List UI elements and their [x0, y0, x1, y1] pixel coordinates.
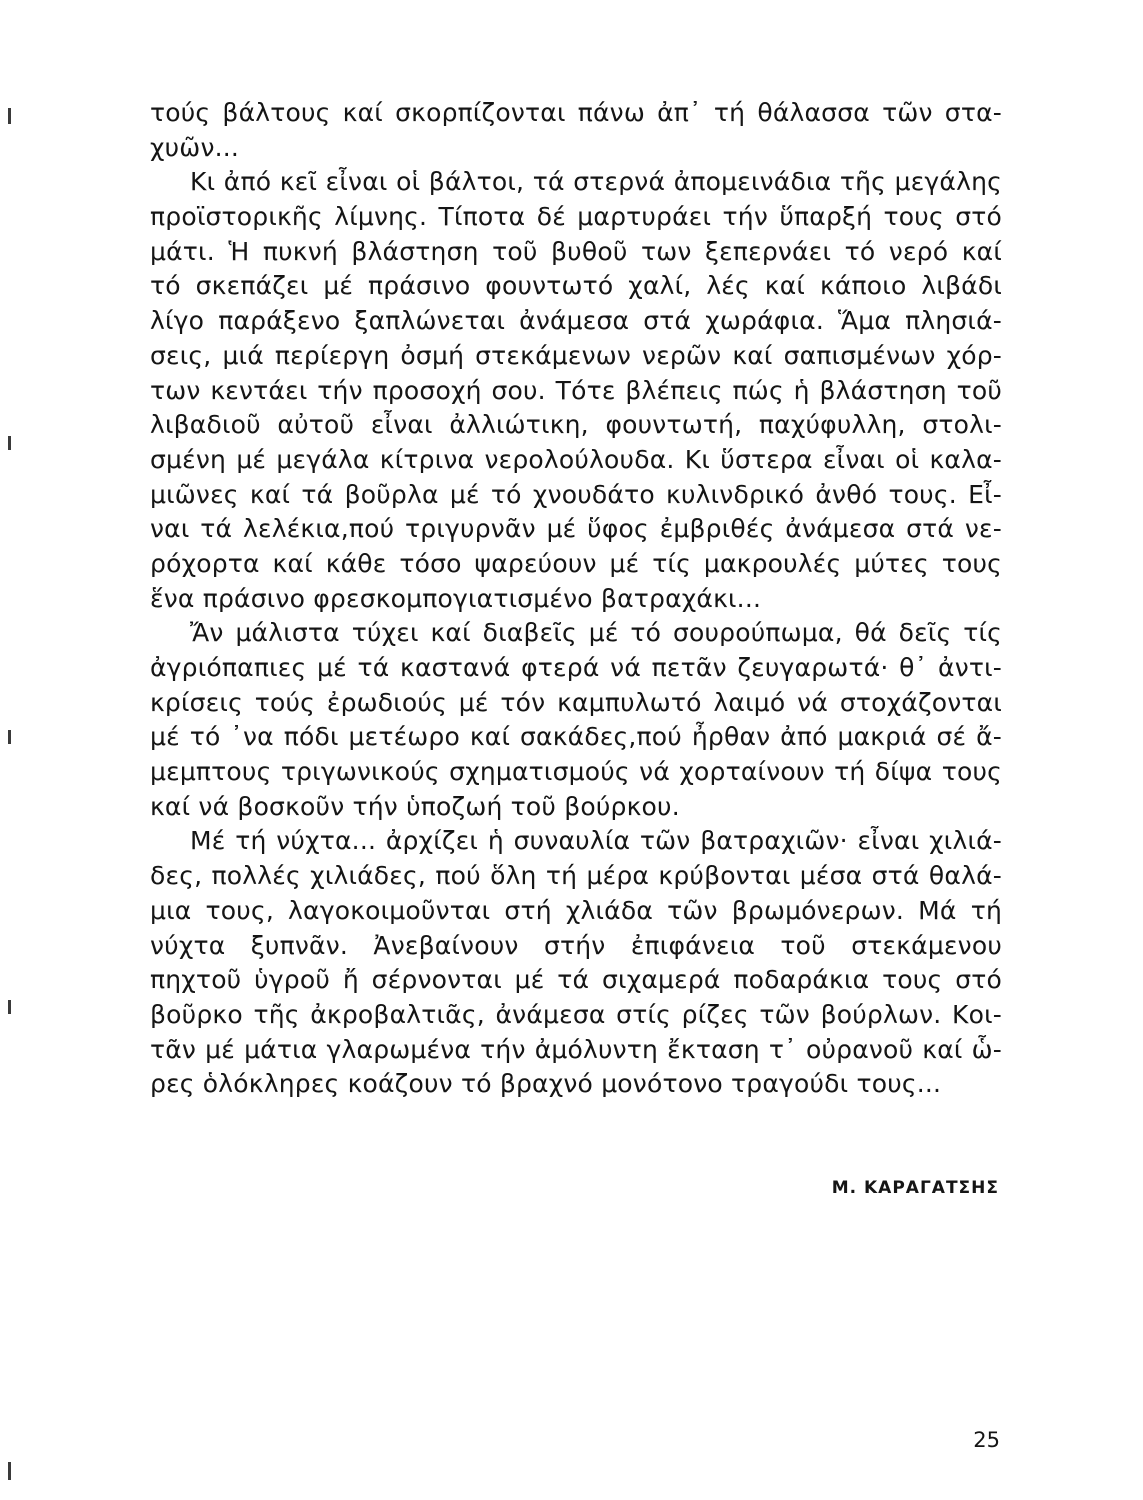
text-line: Κι ἀπό κεῖ εἶναι οἱ βάλτοι, τά στερνά ἀπομεινάδια τῆς μεγάλης	[190, 167, 1002, 197]
text-line: μέ τό ᾽να πόδι μετέωρο καί σακάδες,πού ἦρθαν ἀπό μακριά σέ ἄ-	[150, 722, 1002, 752]
scan-mark	[8, 1462, 11, 1480]
text-line: τούς βάλτους καί σκορπίζονται πάνω ἀπ᾽ τή θάλασσα τῶν στα-	[150, 98, 1002, 127]
text-line: νύχτα ξυπνᾶν. Ἀνεβαίνουν στήν ἐπιφάνεια τοῦ στεκάμενου	[150, 930, 1002, 960]
text-line: δες, πολλές χιλιάδες, πού ὅλη τή μέρα κρύβονται μέσα στά θαλά-	[150, 861, 1002, 891]
text-line: χυῶν...	[150, 132, 240, 162]
text-line: ἕνα πράσινο φρεσκομπογιατισμένο βατραχάκι...	[150, 583, 762, 613]
text-line: πηχτοῦ ὑγροῦ ἤ σέρνονται μέ τά σιχαμερά ποδαράκια τους στό	[150, 965, 1002, 995]
text-line: κρίσεις τούς ἐρωδιούς μέ τόν καμπυλωτό λαιμό νά στοχάζονται	[150, 687, 1002, 717]
scan-mark	[8, 436, 11, 450]
scan-mark	[8, 1000, 11, 1014]
scan-mark	[8, 730, 11, 744]
text-line: ρόχορτα καί κάθε τόσο ψαρεύουν μέ τίς μακρουλές μύτες τους	[150, 548, 1002, 578]
text-line: βοῦρκο τῆς ἀκροβαλτιᾶς, ἀνάμεσα στίς ρίζες τῶν βούρλων. Κοι-	[150, 999, 1002, 1029]
page-number: 25	[973, 1428, 1000, 1452]
text-line: μιῶνες καί τά βοῦρλα μέ τό χνουδάτο κυλινδρικό ἀνθό τους. Εἶ-	[150, 479, 1002, 509]
scan-mark	[8, 108, 11, 124]
text-line: ἀγριόπαπιες μέ τά καστανά φτερά νά πετᾶν ζευγαρωτά· θ᾽ ἀντι-	[150, 653, 1002, 682]
text-line: των κεντάει τήν προσοχή σου. Τότε βλέπεις πώς ἡ βλάστηση τοῦ	[150, 375, 1002, 405]
text-line: λιβαδιοῦ αὐτοῦ εἶναι ἀλλιώτικη, φουντωτή, παχύφυλλη, στολι-	[150, 410, 1002, 440]
body-text	[150, 96, 1002, 1102]
text-line: σμένη μέ μεγάλα κίτρινα νερολούλουδα. Κι ὕστερα εἶναι οἱ καλα-	[150, 444, 1002, 474]
author-signature: Μ. ΚΑΡΑΓΑΤΣΗΣ	[831, 1178, 999, 1198]
text-line: καί νά βοσκοῦν τήν ὑποζωή τοῦ βούρκου.	[150, 791, 680, 821]
text-line: Ἄν μάλιστα τύχει καί διαβεῖς μέ τό σουρούπωμα, θά δεῖς τίς	[190, 618, 1002, 648]
text-line: μάτι. Ἡ πυκνή βλάστηση τοῦ βυθοῦ των ξεπερνάει τό νερό καί	[150, 236, 1002, 266]
text-line: ρες ὁλόκληρες κοάζουν τό βραχνό μονότονο τραγούδι τους...	[150, 1069, 942, 1099]
text-line: προϊστορικῆς λίμνης. Τίποτα δέ μαρτυράει τήν ὕπαρξή τους στό	[150, 202, 1002, 232]
text-line: σεις, μιά περίεργη ὀσμή στεκάμενων νερῶν καί σαπισμένων χόρ-	[150, 340, 1002, 370]
text-line: λίγο παράξενο ξαπλώνεται ἀνάμεσα στά χωράφια. Ἅμα πλησιά-	[150, 306, 1002, 336]
text-line: τό σκεπάζει μέ πράσινο φουντωτό χαλί, λές καί κάποιο λιβάδι	[150, 271, 1002, 301]
text-line: Μέ τή νύχτα... ἀρχίζει ἡ συναυλία τῶν βατραχιῶν· εἶναι χιλιά-	[190, 826, 1002, 856]
text-line: ναι τά λελέκια,πού τριγυρνᾶν μέ ὕφος ἐμβριθές ἀνάμεσα στά νε-	[150, 514, 1002, 544]
text-line: μεμπτους τριγωνικούς σχηματισμούς νά χορταίνουν τή δίψα τους	[150, 757, 1002, 787]
text-line: μια τους, λαγοκοιμοῦνται στή χλιάδα τῶν βρωμόνερων. Μά τή	[150, 895, 1002, 925]
text-line: τᾶν μέ μάτια γλαρωμένα τήν ἀμόλυντη ἔκταση τ᾽ οὐρανοῦ καί ὧ-	[150, 1034, 1002, 1064]
